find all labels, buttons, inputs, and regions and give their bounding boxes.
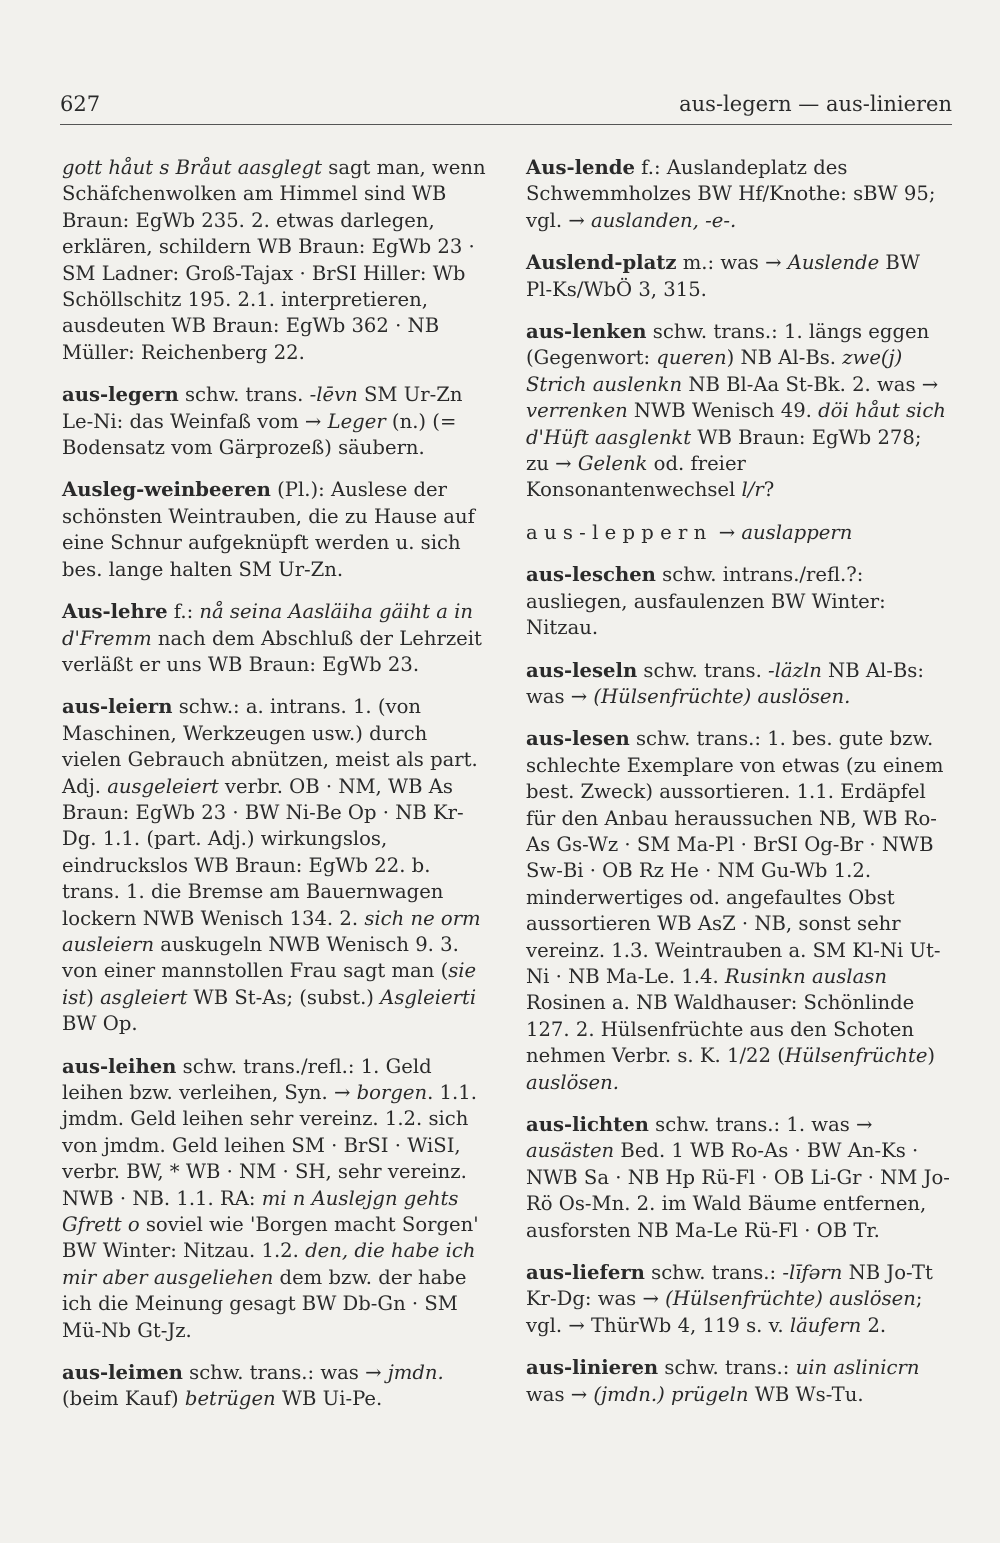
italic-text: gott håut s Bråut aasglegt	[62, 156, 323, 179]
headword: aus-leschen	[526, 563, 656, 587]
entry-text: →	[712, 520, 742, 544]
entry-text: schw.: a. intrans. 1. (von Maschinen, Werkzeugen usw.) durch vielen Gebrauch abnützen, meist als part. Adj.	[62, 695, 478, 798]
dictionary-entry	[526, 726, 950, 1096]
entry-text: Bed. 1 WB Ro-As · BW An-Ks · NWB Sa · NB Hp Rü-Fl · OB Li-Gr · NM Jo-Rö Os-Mn. 2. im Wald Bäume entfernen, ausforsten NB Ma-Le Rü-Fl · OB Tr.	[526, 1139, 950, 1242]
entry-text: schw. intrans./refl.?: ausliegen, ausfaulenzen BW Winter: Nitzau.	[526, 563, 886, 640]
dictionary-entry	[526, 155, 950, 234]
dictionary-entry	[62, 155, 486, 366]
italic-text: Asgleierti	[380, 985, 477, 1009]
italic-text: Hülsenfrüchte	[784, 1044, 928, 1068]
entry-text: schw. trans.:	[658, 1356, 796, 1380]
entry-text: sagt man, wenn Schäfchenwolken am Himmel sind WB Braun: EgWb 235. 2. etwas darlegen, erklären, schildern WB Braun: EgWb 23 · SM Ladner: Groß-Tajax · BrSI Hiller: Wb Schöllschitz 195. 2.1. interpretieren, ausdeuten WB Braun: EgWb 362 · NB Müller: Reichenberg 22.	[62, 156, 486, 364]
italic-text: (jmdn.) prügeln	[593, 1382, 749, 1406]
entry-text: verbr. OB · NM, WB As Braun: EgWb 23 · BW Ni-Be Op · NB Kr-Dg. 1.1. (part. Adj.) wirkungslos, eindruckslos WB Braun: EgWb 22. b. trans. 1. die Bremse am Bauernwagen lockern NWB Wenisch 134. 2.	[62, 774, 464, 930]
entry-text: (Pl.): Auslese der schönsten Weintrauben, die zu Hause auf eine Schnur aufgeknüpft werden u. sich bes. lange halten SM Ur-Zn.	[62, 478, 475, 581]
italic-text: uin aslinicrn	[795, 1356, 920, 1380]
entry-text: schw. trans.:	[644, 1261, 783, 1285]
italic-text: jmdn.	[387, 1361, 444, 1385]
entry-text: BW Op.	[62, 1012, 138, 1036]
entry-text: soviel wie 'Borgen macht Sorgen' BW Winter: Nitzau. 1.2.	[62, 1213, 479, 1263]
headword: Ausleg-weinbeeren	[62, 478, 271, 502]
entry-text: auskugeln NWB Wenisch 9. 3. von einer mannstollen Frau sagt man (	[62, 932, 459, 983]
dictionary-entry	[62, 599, 486, 678]
dictionary-entry	[62, 1054, 486, 1344]
entry-text: schw. trans./refl.: 1. Geld leihen bzw. verleihen, Syn. →	[62, 1054, 432, 1104]
left-column	[62, 155, 486, 1429]
italic-text: ausgeleiert	[107, 774, 219, 798]
entry-text: NB Bl-Aa St-Bk. 2. was →	[682, 372, 939, 396]
italic-text: (Hülsenfrüchte) auslösen	[665, 1287, 916, 1311]
entry-text: NWB Wenisch 49.	[627, 399, 819, 423]
page-number: 627	[60, 92, 101, 116]
italic-text: Leger	[327, 409, 386, 433]
entry-text: schw. trans.: 1. was →	[648, 1113, 873, 1136]
headword: aus-linieren	[526, 1356, 659, 1380]
italic-text: Rusinkn auslasn	[724, 964, 887, 988]
italic-text: Auslende	[787, 251, 880, 275]
italic-text: nå seina Aasläiha gäiht a in d'Fremm	[62, 600, 474, 650]
italic-text: Gelenk	[577, 452, 648, 476]
italic-text: verrenken	[526, 399, 628, 423]
dictionary-entry	[526, 319, 950, 504]
entry-text: )	[86, 985, 101, 1009]
entry-text: (beim Kauf)	[62, 1387, 185, 1411]
headword: aus-leimen	[62, 1361, 183, 1385]
entry-text: od. freier Konsonantenwechsel	[526, 452, 746, 502]
entry-text: )	[927, 1044, 936, 1068]
entry-text: WB Ws-Tu.	[748, 1382, 864, 1406]
header-rule	[60, 124, 952, 125]
dictionary-entry	[526, 1260, 950, 1339]
entry-text: Rosinen a. NB Waldhauser: Schönlinde 127. 2. Hülsenfrüchte aus den Schoten nehmen Verbr. s. K. 1/22 (	[526, 991, 915, 1068]
entry-text: ) NB Al-Bs.	[726, 346, 843, 370]
italic-text: queren	[656, 346, 727, 370]
dictionary-entry	[526, 562, 950, 641]
page-header	[60, 92, 952, 116]
entry-text: schw. trans.	[178, 383, 310, 407]
italic-text: -lēvn	[309, 383, 358, 407]
entry-text: nach dem Abschluß der Lehrzeit verläßt er uns WB Braun: EgWb 23.	[62, 626, 482, 676]
entry-text: f.:	[167, 600, 200, 624]
entry-text: schw. trans.	[637, 658, 769, 682]
headword: aus-leihen	[62, 1054, 177, 1078]
dictionary-entry	[526, 1355, 950, 1408]
dictionary-entry	[526, 250, 950, 303]
italic-text: l/r	[741, 478, 764, 502]
dictionary-entry	[62, 694, 486, 1037]
entry-text: (n.) (= Bodensatz vom Gärprozeß) säubern.	[62, 409, 457, 460]
entry-text: NB Jo-Tt Kr-Dg: was →	[526, 1261, 933, 1311]
headword: aus-leiern	[62, 695, 173, 719]
entry-text: schw. trans.: 1. längs eggen (Gegenwort:	[526, 320, 930, 370]
headword: aus-lichten	[526, 1113, 649, 1136]
italic-text: läufern	[789, 1313, 862, 1337]
italic-text: mi n Auslejgn gehts Gfrett o	[62, 1186, 459, 1237]
entry-text: 2.	[861, 1313, 887, 1337]
entry-text: ; vgl. → ThürWb 4, 119 s. v.	[526, 1287, 923, 1337]
italic-text: sich ne orm ausleiern	[62, 906, 481, 956]
italic-text: -līfərn	[782, 1261, 843, 1285]
italic-text: auslösen.	[526, 1070, 619, 1094]
dictionary-entry	[62, 477, 486, 583]
italic-text: betrügen	[184, 1387, 276, 1411]
headword: aus-leseln	[526, 658, 638, 682]
entry-text: WB Braun: EgWb 278; zu →	[526, 425, 922, 476]
italic-text: auslanden, -e-.	[590, 208, 737, 232]
entry-text: NB Al-Bs: was →	[526, 658, 924, 708]
italic-text: (Hülsenfrüchte) auslösen.	[593, 684, 851, 708]
dictionary-entry	[526, 658, 950, 711]
entry-text: schw. trans.: was →	[182, 1361, 388, 1385]
italic-text: ausästen	[526, 1139, 615, 1163]
entry-text: ?	[763, 478, 775, 502]
running-title: aus-legern — aus-linieren	[679, 92, 952, 116]
italic-text: den, die habe ich mir aber ausgeliehen	[62, 1239, 476, 1289]
headword: Auslend-platz	[526, 251, 677, 275]
entry-text: WB Ui-Pe.	[275, 1387, 383, 1411]
dictionary-entry	[62, 382, 486, 461]
italic-text: asgleiert	[100, 985, 188, 1009]
headword: Aus-lende	[526, 156, 635, 179]
entry-text: schw. trans.: 1. bes. gute bzw. schlechte Exemplare von etwas (zu einem best. Zweck) aussortieren. 1.1. Erdäpfel für den Anbau heraussuchen NB, WB Ro-As Gs-Wz · SM Ma-Pl · BrSI Og-Br · NWB Sw-Bi · OB Rz He · NM Gu-Wb 1.2. minderwertiges od. angefaultes Obst aussortieren WB AsZ · NB, sonst sehr vereinz. 1.3. Weintrauben a. SM Kl-Ni Ut-Ni · NB Ma-Le. 1.4.	[526, 727, 944, 988]
entry-text: SM Ur-Zn Le-Ni: das Weinfaß vom →	[62, 383, 463, 433]
entry-text: m.: was →	[676, 251, 788, 275]
entry-text: was →	[526, 1382, 594, 1406]
dictionary-entry	[526, 1112, 950, 1244]
entry-text: WB St-As; (subst.)	[187, 985, 381, 1009]
italic-text: auslappern	[741, 520, 853, 544]
headword: aus-lenken	[526, 320, 647, 344]
italic-text: -läzln	[768, 658, 822, 682]
dictionary-entry	[62, 1360, 486, 1413]
headword: Aus-lehre	[62, 600, 168, 624]
italic-text: döi håut sich d'Hüft aasglenkt	[526, 399, 946, 449]
headword: aus-lesen	[526, 727, 630, 751]
headword: aus-liefern	[526, 1261, 645, 1285]
italic-text: zwe(j) Strich auslenkn	[526, 346, 903, 396]
headword: aus-legern	[62, 383, 179, 407]
entry-text: f.: Auslandeplatz des Schwemmholzes BW Hf/Knothe: sBW 95; vgl. →	[526, 156, 936, 232]
dictionary-entry	[526, 520, 950, 546]
italic-text: borgen	[356, 1081, 428, 1104]
spaced-headword: aus-leppern	[526, 520, 713, 544]
entry-text: . 1.1. jmdm. Geld leihen sehr vereinz. 1.2. sich von jmdm. Geld leihen SM · BrSI · WiSI, verbr. BW, * WB · NM · SH, sehr vereinz. NWB · NB. 1.1. RA:	[62, 1081, 477, 1210]
entry-text: dem bzw. der habe ich die Meinung gesagt BW Db-Gn · SM Mü-Nb Gt-Jz.	[62, 1265, 467, 1342]
italic-text: sie ist	[62, 959, 477, 1009]
right-column	[526, 155, 950, 1424]
entry-text: BW Pl-Ks/WbÖ 3, 315.	[526, 251, 920, 301]
